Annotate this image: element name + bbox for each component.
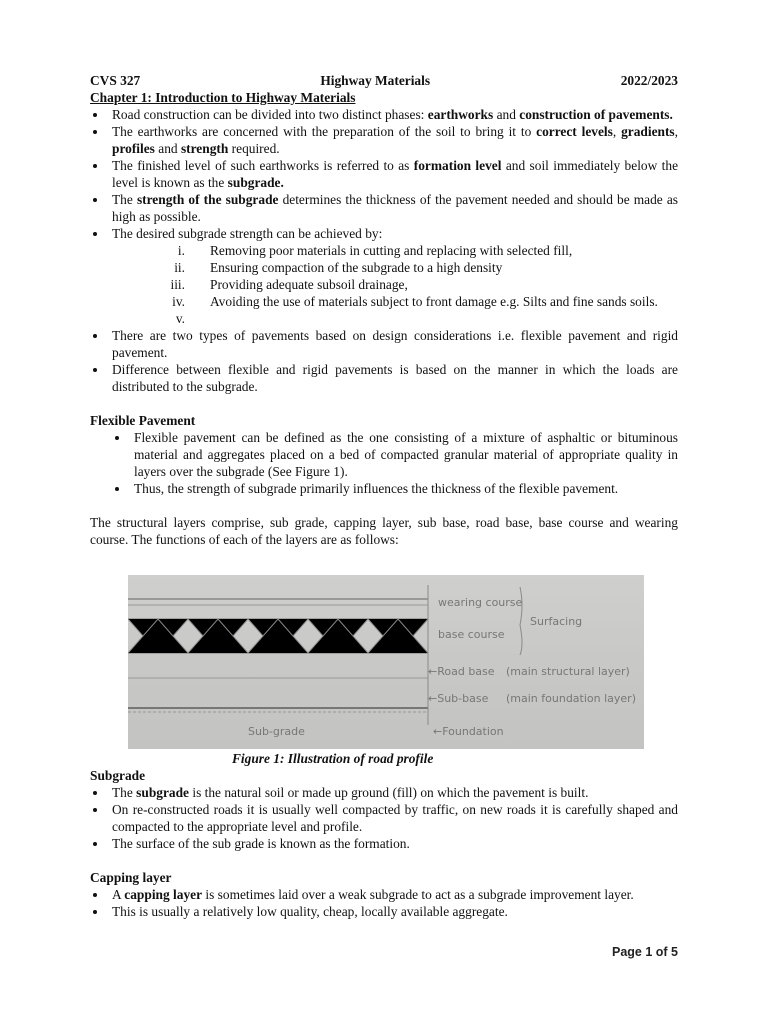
- label-base-course: base course: [438, 628, 505, 641]
- page-body: [90, 72, 678, 548]
- structural-layers-paragraph: The structural layers comprise, sub grade, capping layer, sub base, road base, base course and wearing course. The functions of each of the layers are as follows:: [90, 515, 678, 547]
- label-foundation: ←Foundation: [433, 725, 504, 738]
- list-item: The strength of the subgrade determines the thickness of the pavement needed and should be made as high as possible.: [90, 191, 678, 225]
- label-road-base-note: (main structural layer): [506, 665, 630, 678]
- list-item: The earthworks are concerned with the preparation of the soil to bring it to correct levels, gradients, profiles and strength required.: [90, 123, 678, 157]
- flexible-pavement-heading: Flexible Pavement: [90, 413, 196, 428]
- subgrade-heading: Subgrade: [90, 768, 146, 783]
- list-item: i. Removing poor materials in cutting and replacing with selected fill,: [177, 243, 573, 258]
- subgrade-methods-list: [90, 242, 678, 327]
- label-sub-grade: Sub-grade: [248, 725, 305, 738]
- list-item: This is usually a relatively low quality, cheap, locally available aggregate.: [90, 903, 678, 920]
- label-sub-base-note: (main foundation layer): [506, 692, 636, 705]
- road-profile-figure: [128, 575, 644, 749]
- label-wearing-course: wearing course: [438, 596, 523, 609]
- page-number: Page 1 of 5: [612, 945, 678, 959]
- label-road-base: ←Road base: [428, 665, 495, 678]
- pavement-types-list: [90, 327, 678, 395]
- subject-title: Highway Materials: [320, 73, 431, 88]
- list-item: Flexible pavement can be defined as the one consisting of a mixture of asphaltic or bituminous material and aggregates placed on a bed of compacted granular material of appropriate quality in layers over the subgrade (See Figure 1).: [112, 429, 678, 480]
- flexible-pavement-list: [90, 429, 678, 497]
- list-item: On re-constructed roads it is usually well compacted by traffic, on new roads it is carefully shaped and compacted to the appropriate level and profile.: [90, 801, 678, 835]
- list-item: v.: [175, 311, 185, 326]
- list-item: The finished level of such earthworks is referred to as formation level and soil immediately below the level is known as the subgrade.: [90, 157, 678, 191]
- academic-year: 2022/2023: [620, 73, 678, 88]
- document-header: [90, 72, 678, 89]
- capping-layer-list: [90, 886, 678, 920]
- course-code: CVS 327: [90, 73, 141, 88]
- list-item: The desired subgrade strength can be achieved by:: [90, 225, 678, 242]
- road-profile-sketch: [128, 575, 644, 749]
- capping-layer-heading: Capping layer: [90, 870, 172, 885]
- label-sub-base: ←Sub-base: [428, 692, 489, 705]
- list-item: iii. Providing adequate subsoil drainage,: [170, 277, 408, 292]
- chapter-title: Chapter 1: Introduction to Highway Materials: [90, 90, 356, 105]
- list-item: The subgrade is the natural soil or made up ground (fill) on which the pavement is built.: [90, 784, 678, 801]
- intro-list: [90, 106, 678, 242]
- list-item: iv. Avoiding the use of materials subject to front damage e.g. Silts and fine sands soils.: [172, 294, 658, 309]
- label-surfacing: Surfacing: [530, 615, 583, 628]
- list-item: The surface of the sub grade is known as the formation.: [90, 835, 678, 852]
- list-item: There are two types of pavements based on design considerations i.e. flexible pavement and rigid pavement.: [90, 327, 678, 361]
- subgrade-list: [90, 784, 678, 852]
- list-item: Thus, the strength of subgrade primarily influences the thickness of the flexible pavement.: [112, 480, 678, 497]
- list-item: ii. Ensuring compaction of the subgrade to a high density: [174, 260, 503, 275]
- subgrade-section: [90, 767, 678, 920]
- list-item: Road construction can be divided into two distinct phases: earthworks and construction of pavements.: [90, 106, 678, 123]
- figure-caption: Figure 1: Illustration of road profile: [232, 751, 434, 766]
- list-item: A capping layer is sometimes laid over a weak subgrade to act as a subgrade improvement layer.: [90, 886, 678, 903]
- list-item: Difference between flexible and rigid pavements is based on the manner in which the loads are distributed to the subgrade.: [90, 361, 678, 395]
